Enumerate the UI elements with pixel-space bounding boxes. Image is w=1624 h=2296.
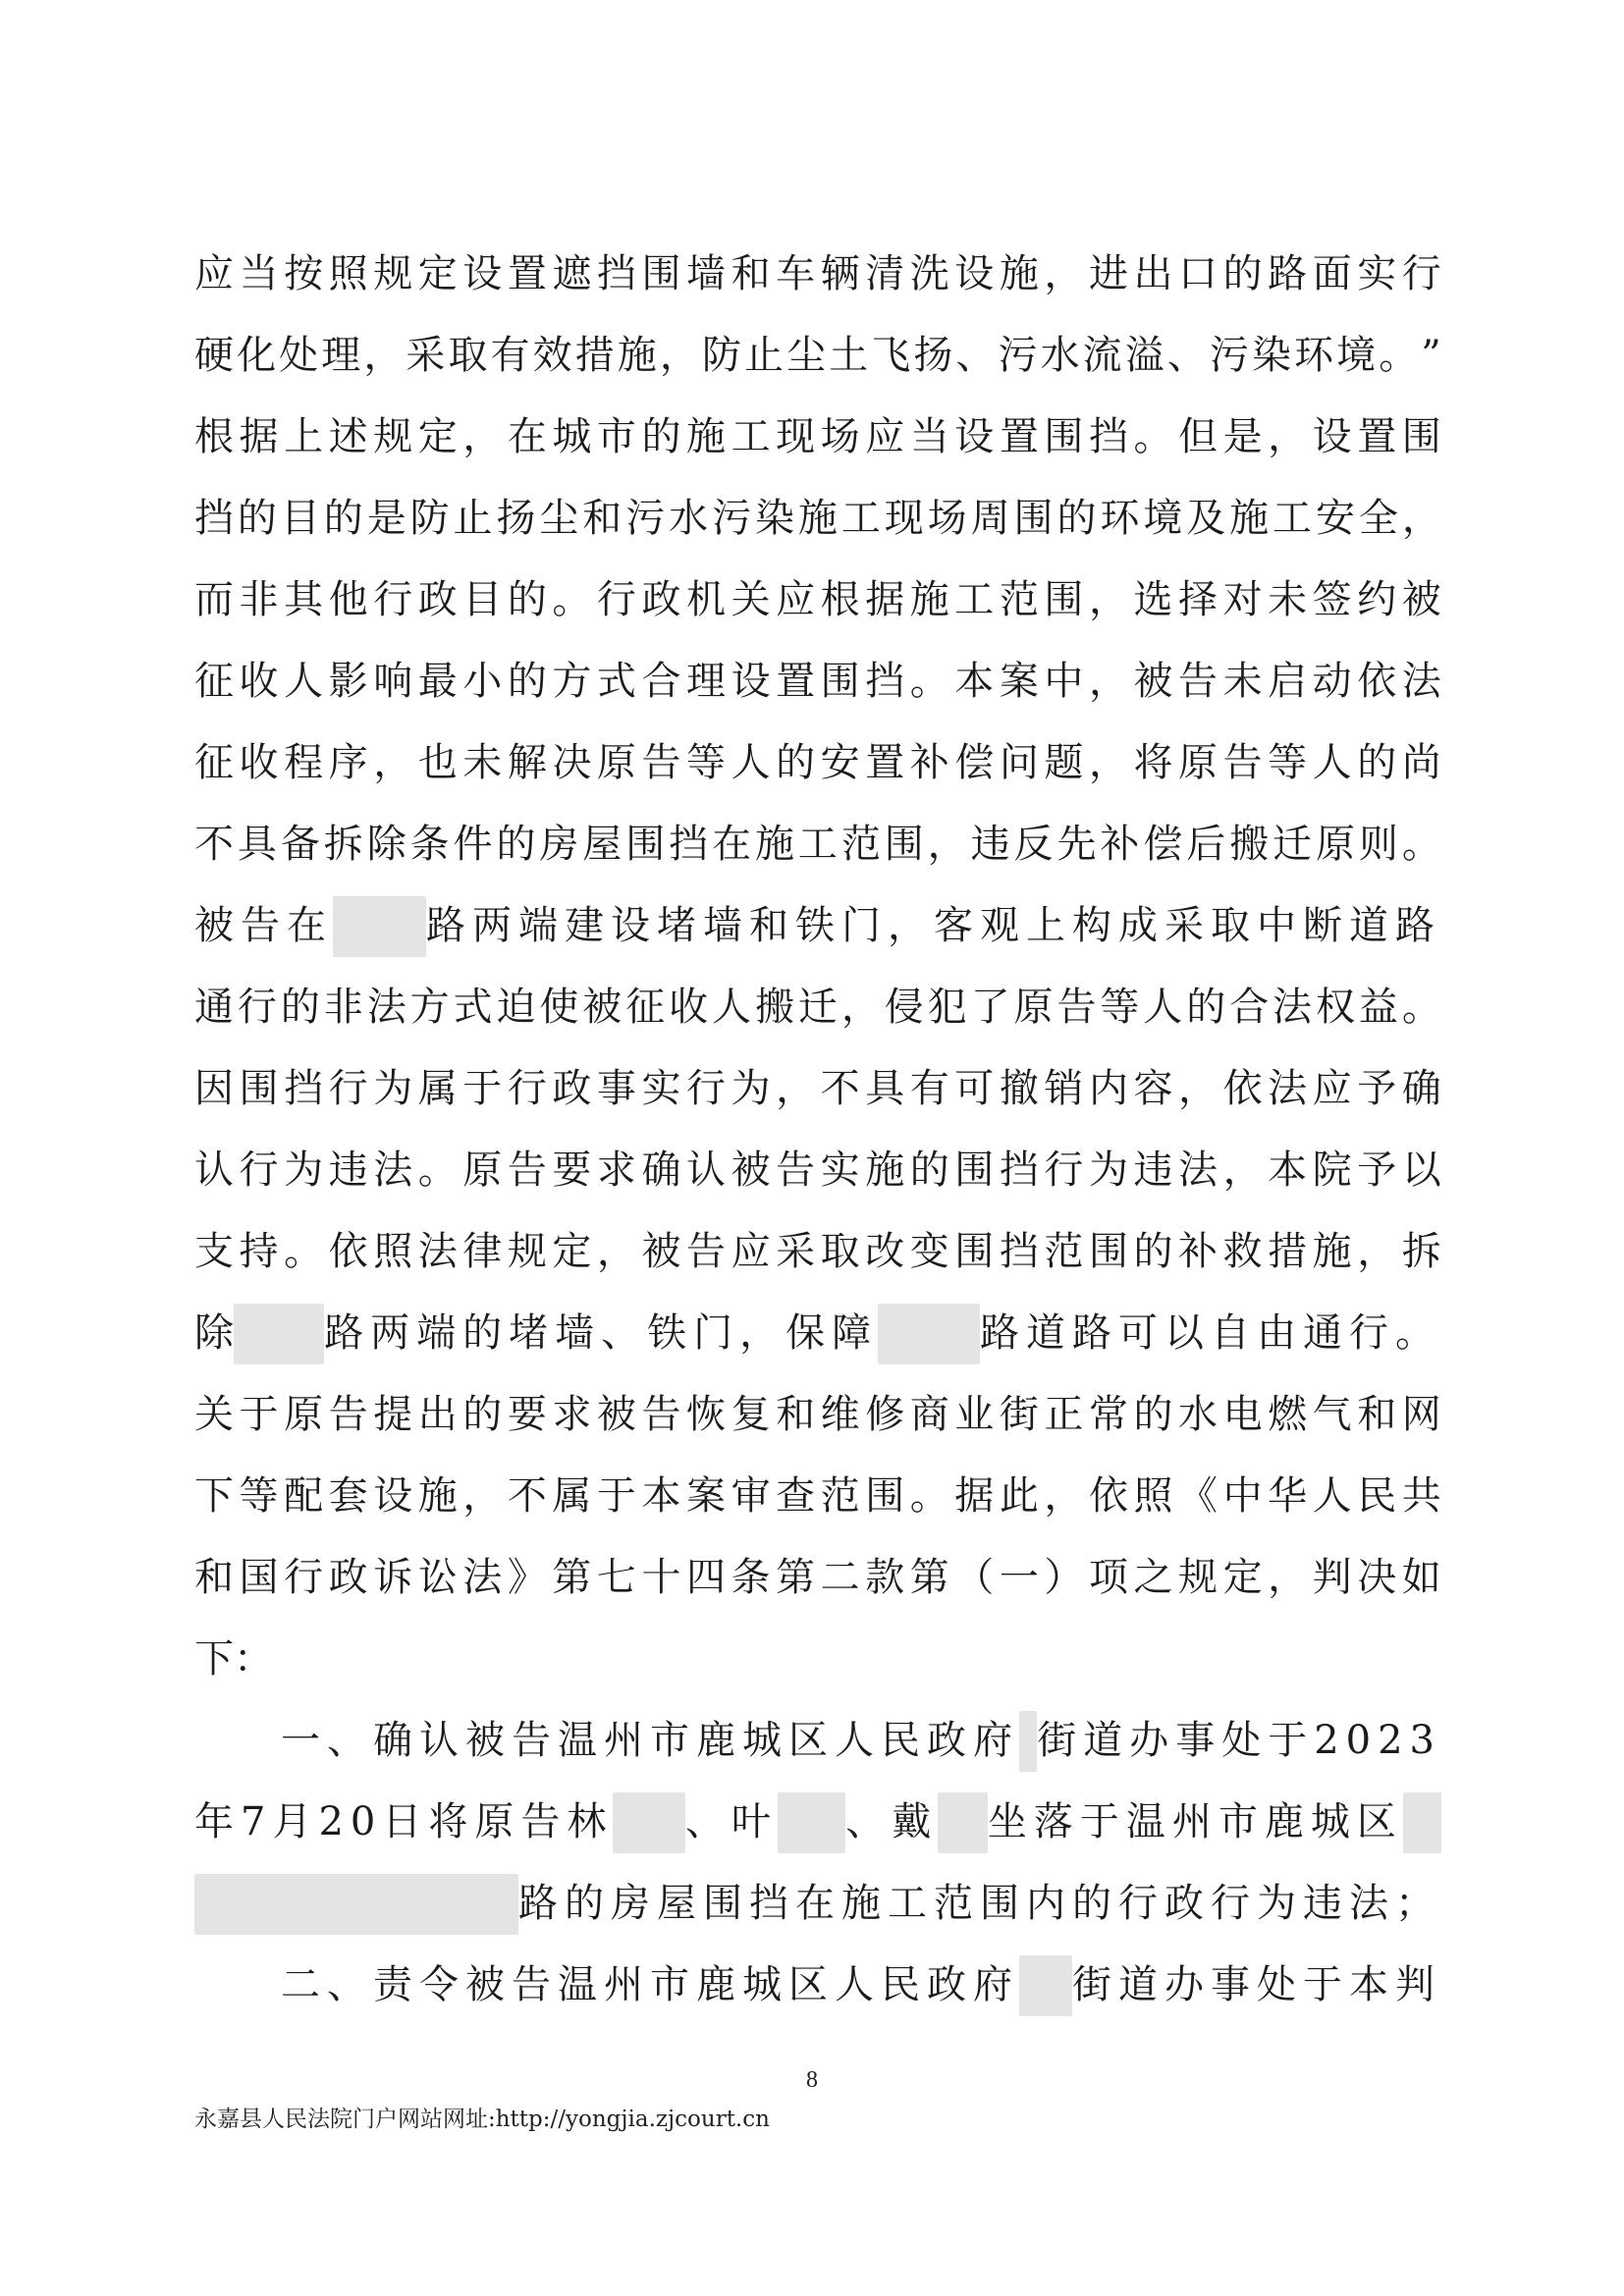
text-segment: 路的房屋围挡在施工范围内的行政行为违法； [518, 1881, 1441, 1926]
judgment-item-1 [194, 1700, 1441, 1782]
text-segment: 除 [194, 1310, 234, 1356]
footer-website: 永嘉县人民法院门户网站网址:http://yongjia.zjcourt.cn [194, 2107, 770, 2132]
redaction-block [613, 1792, 684, 1853]
text-line [194, 885, 1441, 967]
text-segment: 、叶 [684, 1799, 778, 1844]
text-segment: 下： [194, 1636, 273, 1682]
redaction-block [234, 1304, 324, 1364]
text-segment: 二、责令被告温州市鹿城区人民政府 [281, 1962, 1019, 2007]
redaction-block [878, 1304, 980, 1364]
judgment-item-2 [194, 1945, 1441, 2026]
text-line [194, 1619, 1441, 1700]
text-segment: 路两端的堵墙、铁门，保障 [324, 1310, 879, 1356]
text-line: 挡 的 目 的 是 防 止 扬 尘 和 污 水 污 染 施 工 现 场 周 围 的 环 境 及 施 工 安 全 ， [194, 496, 1441, 541]
text-line: 通 行 的 非 法 方 式 迫 使 被 征 收 人 搬 迁 ， 侵 犯 了 原 告 等 人 的 合 法 权 益 。 [194, 985, 1441, 1030]
redaction-block [938, 1792, 988, 1853]
redaction-block [1019, 1711, 1037, 1772]
text-segment: 、戴 [845, 1799, 939, 1844]
text-line: 而 非 其 他 行 政 目 的 。 行 政 机 关 应 根 据 施 工 范 围 ， 选 择 对 未 签 约 被 [194, 577, 1441, 622]
text-line: 应 当 按 照 规 定 设 置 遮 挡 围 墙 和 车 辆 清 洗 设 施 ， 进 出 口 的 路 面 实 行 [194, 251, 1441, 296]
text-segment: 一、确认被告温州市鹿城区人民政府 [281, 1718, 1019, 1763]
text-line: 征 收 人 影 响 最 小 的 方 式 合 理 设 置 围 挡 。 本 案 中 ， 被 告 未 启 动 依 法 [194, 659, 1441, 704]
text-line: 征 收 程 序 ， 也 未 解 决 原 告 等 人 的 安 置 补 偿 问 题 ， 将 原 告 等 人 的 尚 [194, 740, 1441, 785]
text-segment: 路道路可以自由通行。 [980, 1310, 1441, 1356]
text-segment: 街道办事处于2023 [1037, 1718, 1441, 1763]
text-line: 硬 化 处 理 ， 采 取 有 效 措 施 ， 防 止 尘 土 飞 扬 、 污 水 流 溢 、 污 染 环 境 。 ” [194, 333, 1441, 378]
redaction-block [1019, 1955, 1072, 2016]
text-segment: 被告在 [194, 903, 333, 948]
text-line: 关 于 原 告 提 出 的 要 求 被 告 恢 复 和 维 修 商 业 街 正 常 的 水 电 燃 气 和 网 [194, 1392, 1441, 1437]
text-line [194, 1863, 1441, 1945]
text-line: 根 据 上 述 规 定 ， 在 城 市 的 施 工 现 场 应 当 设 置 围 挡 。 但 是 ， 设 置 围 [194, 414, 1441, 459]
text-line: 认 行 为 违 法 。 原 告 要 求 确 认 被 告 实 施 的 围 挡 行 为 违 法 ， 本 院 予 以 [194, 1148, 1441, 1193]
text-line: 和 国 行 政 诉 讼 法 》 第 七 十 四 条 第 二 款 第 （ 一 ） 项 之 规 定 ， 判 决 如 [194, 1555, 1441, 1600]
text-line: 支 持 。 依 照 法 律 规 定 ， 被 告 应 采 取 改 变 围 挡 范 围 的 补 救 措 施 ， 拆 [194, 1229, 1441, 1274]
redaction-block [333, 896, 426, 957]
text-line: 不 具 备 拆 除 条 件 的 房 屋 围 挡 在 施 工 范 围 ， 违 反 先 补 偿 后 搬 迁 原 则 。 [194, 822, 1441, 867]
text-segment: 路两端建设堵墙和铁门，客观上构成采取中断道路 [426, 903, 1441, 948]
text-line [194, 1293, 1441, 1374]
redaction-block [1403, 1792, 1441, 1853]
text-line: 下 等 配 套 设 施 ， 不 属 于 本 案 审 查 范 围 。 据 此 ， 依 照 《 中 华 人 民 共 [194, 1473, 1441, 1519]
text-segment: 年7月20日将原告林 [194, 1799, 614, 1844]
text-segment: 街道办事处于本判 [1072, 1962, 1441, 2007]
redaction-block [778, 1792, 845, 1853]
text-line: 因 围 挡 行 为 属 于 行 政 事 实 行 为 ， 不 具 有 可 撤 销 内 容 ， 依 法 应 予 确 [194, 1066, 1441, 1111]
document-body [194, 234, 1441, 2026]
text-line [194, 1782, 1441, 1863]
redaction-block [194, 1874, 518, 1935]
text-segment: 坐落于温州市鹿城区 [987, 1799, 1403, 1844]
page-number: 8 [806, 2067, 818, 2093]
